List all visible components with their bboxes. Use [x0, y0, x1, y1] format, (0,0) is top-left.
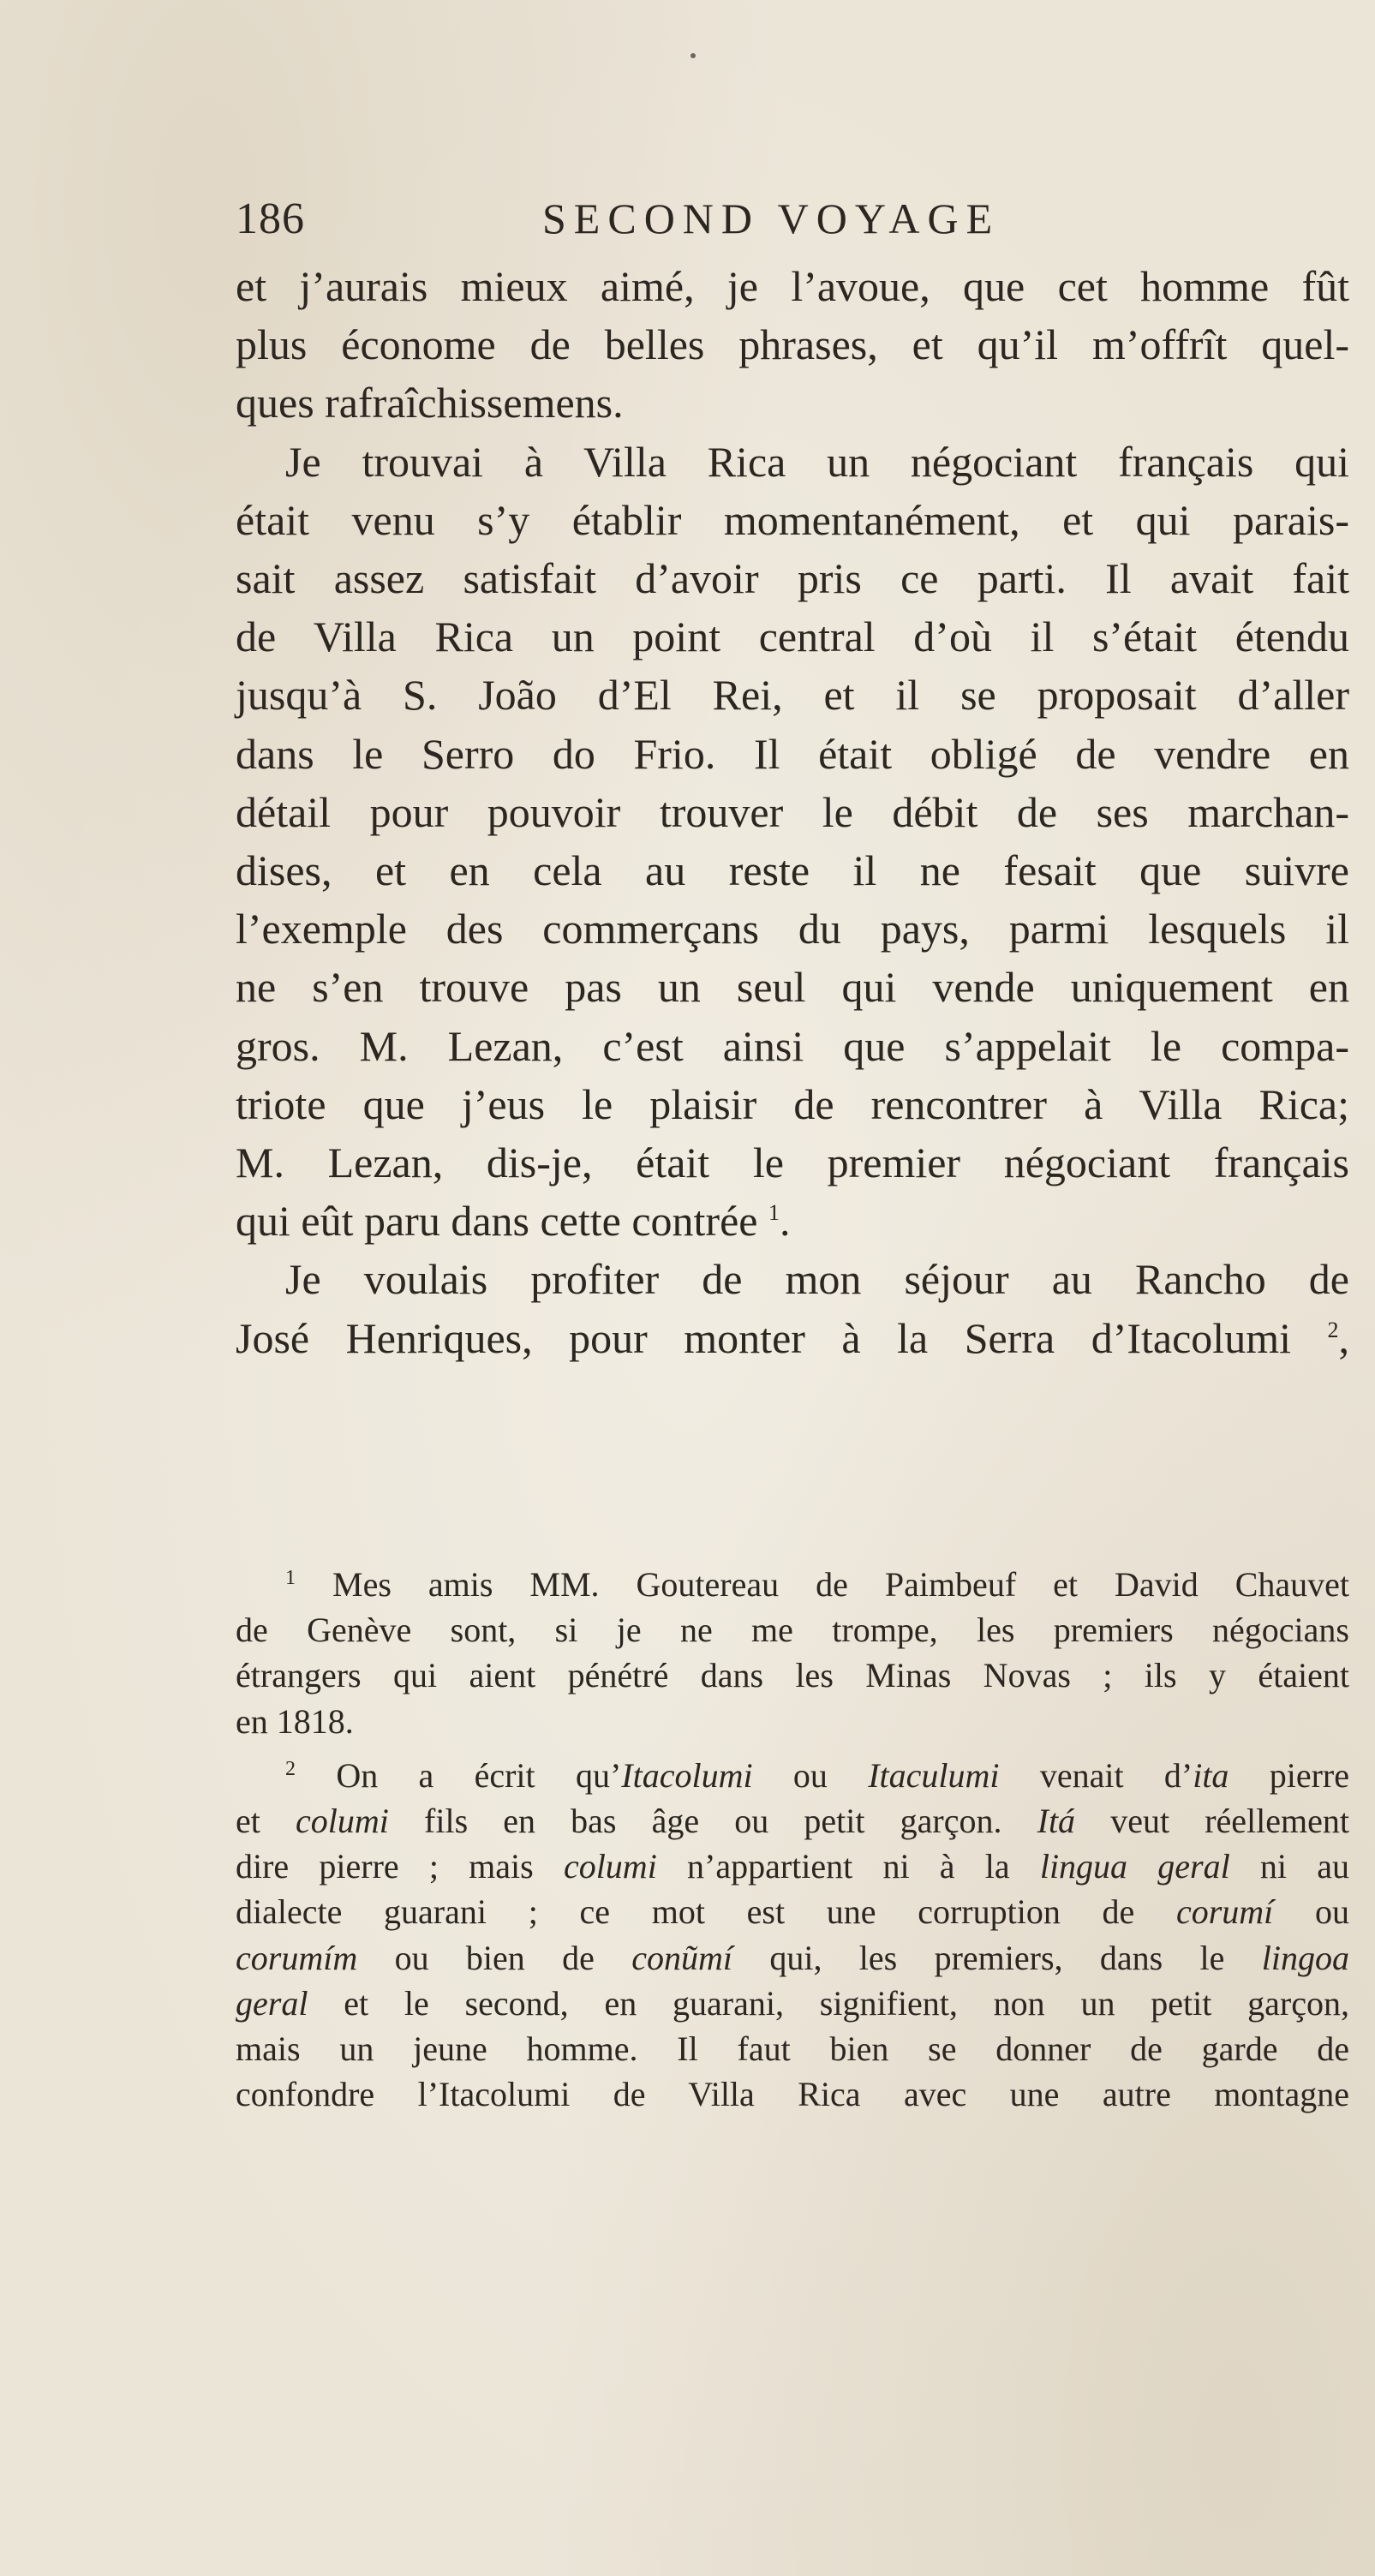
fn-text: venait d’ — [999, 1755, 1193, 1795]
fn-text: dire pierre ; mais — [236, 1847, 564, 1886]
main-text — [236, 257, 1349, 1367]
footnote-spacer — [236, 1744, 1349, 1753]
text-line: Je trouvai à Villa Rica un négociant français qui — [285, 437, 1349, 486]
running-title: SECOND VOYAGE — [542, 194, 1001, 242]
footnote-2-line — [236, 1798, 1349, 1844]
footnote-1-line: étrangers qui aient pénétré dans les Minas Novas ; ils y étaient — [236, 1656, 1349, 1695]
fn-italic-term: ita — [1193, 1755, 1229, 1795]
fn-text: et — [236, 1802, 296, 1841]
text-line: détail pour pouvoir trouver le débit de ses marchan- — [236, 787, 1349, 836]
text-line: gros. M. Lezan, c’est ainsi que s’appelait le compa- — [236, 1021, 1349, 1070]
text-line: Je voulais profiter de mon séjour au Rancho de — [285, 1255, 1349, 1304]
running-head — [236, 194, 1349, 254]
fn-text: fils en bas âge ou petit garçon. — [388, 1802, 1037, 1841]
footnote-2-line — [236, 1753, 1349, 1798]
fn-italic-term: lingua geral — [1039, 1847, 1230, 1886]
fn-text: ou — [752, 1755, 869, 1795]
text-line: jusqu’à S. João d’El Rei, et il se proposait d’aller — [236, 671, 1349, 720]
text-line: sait assez satisfait d’avoir pris ce parti. Il avait fait — [236, 554, 1349, 603]
text-line: ne s’en trouve pas un seul qui vende uniquement en — [236, 963, 1349, 1012]
text-line: M. Lezan, dis-je, était le premier négociant français — [236, 1139, 1349, 1187]
fn-text: et le second, en guarani, signifient, non un petit garçon, — [308, 1983, 1349, 2023]
fn-text: dialecte guarani ; ce mot est une corruption de — [236, 1892, 1176, 1932]
fn-italic-term: corumí — [1175, 1892, 1274, 1932]
text-line: de Villa Rica un point central d’où il s’était étendu — [236, 613, 1349, 661]
text-line: l’exemple des commerçans du pays, parmi lesquels il — [236, 905, 1349, 953]
footnote-2-line — [236, 1889, 1349, 1934]
fn-text: qui, les premiers, dans le — [732, 1938, 1262, 1977]
footnote-ref-2: 2 — [1327, 1317, 1339, 1342]
fn-text: ni au — [1229, 1847, 1349, 1886]
text-line: plus économe de belles phrases, et qu’il m’offrît quel- — [236, 320, 1349, 369]
fn-text: n’appartient ni à la — [656, 1847, 1040, 1886]
fn-text: ou — [1273, 1892, 1349, 1932]
fn-italic-term: columi — [296, 1802, 389, 1841]
text-line: dans le Serro do Frio. Il était obligé de vendre en — [236, 729, 1349, 778]
footnote-1-line — [236, 1562, 1349, 1607]
footnote-2-line: mais un jeune homme. Il faut bien se donner de garde de — [236, 2029, 1349, 2069]
text-line: ques rafraîchissemens. — [236, 379, 624, 427]
fn-italic-term: lingoa — [1261, 1938, 1349, 1977]
text-line: et j’aurais mieux aimé, je l’avoue, que cet homme fût — [236, 262, 1349, 310]
fn-italic-term: Itaculumi — [868, 1755, 1000, 1795]
fn-italic-term: Itá — [1037, 1802, 1076, 1841]
fn-text: ou bien de — [357, 1938, 632, 1977]
fn-text: On a écrit qu’ — [336, 1755, 622, 1795]
footnote-2-line — [236, 1935, 1349, 1981]
text-line-content: qui eût paru dans cette contrée — [236, 1197, 758, 1246]
fn-italic-term: columi — [563, 1847, 657, 1886]
fn-italic-term: conũmí — [631, 1938, 732, 1977]
footnote-ref-1: 1 — [768, 1200, 780, 1226]
footnote-1-line: en 1818. — [236, 1701, 354, 1741]
footnotes — [236, 1562, 1349, 2117]
fn-text: pierre — [1229, 1755, 1350, 1795]
page-number: 186 — [236, 194, 305, 243]
footnote-2-line — [236, 1844, 1349, 1889]
fn-text: veut réellement — [1075, 1802, 1349, 1841]
footnote-2-line: confondre l’Itacolumi de Villa Rica avec une autre montagne — [236, 2075, 1349, 2114]
footnote-1-line: de Genève sont, si je ne me trompe, les premiers négocians — [236, 1611, 1349, 1650]
footnote-1-text: Mes amis MM. Goutereau de Paimbeuf et David Chauvet — [332, 1565, 1350, 1604]
footnote-2-line — [236, 1981, 1349, 2026]
ink-speck — [690, 53, 696, 58]
text-line-content: José Henriques, pour monter à la Serra d’Itacolumi — [236, 1313, 1291, 1362]
fn-italic-term: Itacolumi — [621, 1755, 753, 1795]
text-line: qui eût paru dans cette contrée $^1$. — [236, 1197, 791, 1246]
footnote-1-marker: 1 — [285, 1567, 296, 1589]
text-line: triote que j’eus le plaisir de rencontrer à Villa Rica; — [236, 1079, 1349, 1128]
footnote-2-marker: 2 — [285, 1757, 296, 1780]
fn-italic-term: geral — [236, 1983, 308, 2023]
text-line: était venu s’y établir momentanément, et qui parais- — [236, 495, 1349, 544]
text-line: dises, et en cela au reste il ne fesait que suivre — [236, 846, 1349, 895]
fn-italic-term: corumím — [236, 1938, 358, 1977]
text-line: José Henriques, pour monter à la Serra d’Itacolumi $^2$, — [236, 1313, 1349, 1362]
